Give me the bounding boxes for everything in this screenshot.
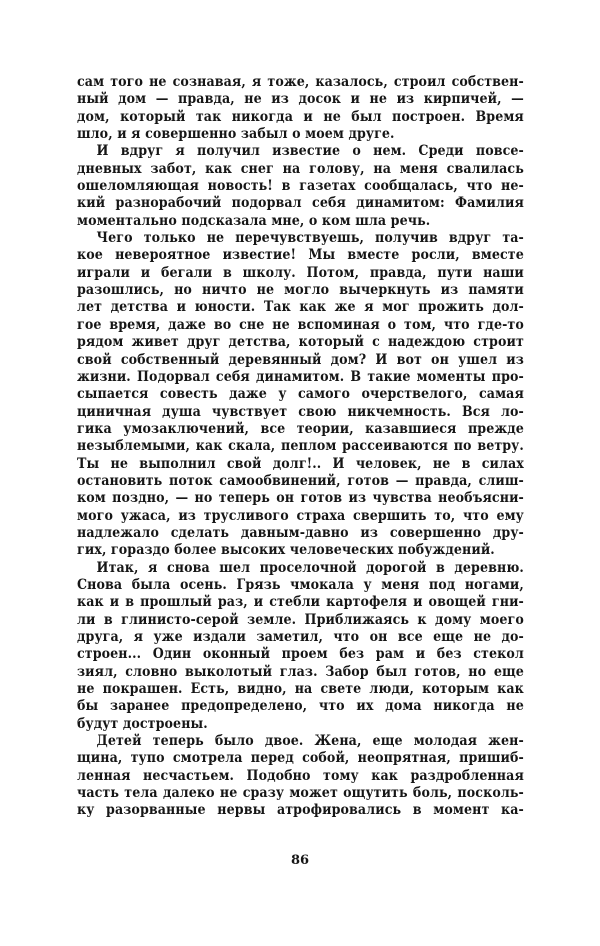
text-line: Чего только не перечувствуешь, получив вдруг та- — [96, 230, 524, 247]
text-line: шло, и я совершенно забыл о моем друге. — [77, 126, 395, 143]
text-line: Ты не выполнил свой долг!.. И человек, не в силах — [77, 455, 524, 472]
text-line: как и в прошлый раз, и стебли картофеля и овощей гни- — [77, 594, 524, 611]
text-line: строен... Один оконный проем без рам и без стекол — [77, 646, 524, 663]
text-line: ошеломляющая новость! в газетах сообщалась, что не- — [77, 178, 524, 195]
text-line: разошлись, но ничто не могло вычеркнуть из памяти — [77, 282, 524, 299]
text-line: моментально подсказала мне, о ком шла речь. — [77, 212, 431, 229]
text-line: играли и бегали в школу. Потом, правда, пути наши — [77, 264, 524, 281]
text-line: надлежало сделать давным-давно из совершенно дру- — [77, 524, 524, 541]
text-line: Детей теперь было двое. Жена, еще молодая жен- — [96, 733, 524, 750]
text-line: свой собственный деревянный дом? И вот он ушел из — [77, 351, 524, 368]
text-line: Снова была осень. Грязь чмокала у меня под ногами, — [77, 576, 524, 593]
text-line: ли в глинисто-серой земле. Приближаясь к дому моего — [77, 611, 524, 628]
paragraph-4 — [77, 560, 524, 733]
paragraph-1 — [77, 74, 524, 143]
text-line: И вдруг я получил известие о нем. Среди повсе- — [96, 143, 524, 160]
text-line: ленная несчастьем. Подобно тому как раздробленная — [77, 767, 524, 784]
text-line: циничная душа чувствует свою никчемность. Вся ло- — [77, 403, 524, 420]
text-line: Итак, я снова шел проселочной дорогой в деревню. — [96, 559, 524, 576]
text-line: щина, тупо смотрела перед собой, неопрятная, пришиб- — [77, 750, 524, 767]
text-line: сам того не сознавая, я тоже, казалось, строил собствен- — [77, 74, 524, 90]
text-line: рядом живет друг детства, который с надеждою строит — [77, 334, 524, 351]
text-line: жизни. Подорвал себя динамитом. В такие моменты про- — [77, 368, 524, 385]
text-line: будут достроены. — [77, 715, 208, 732]
text-line: гих, гораздо более высоких человеческих побуждений. — [77, 542, 495, 559]
paragraph-5 — [77, 733, 524, 820]
text-line: гика умозаключений, все теории, казавшиеся прежде — [77, 420, 524, 437]
text-line: кий разнорабочий подорвал себя динамитом: Фамилия — [77, 195, 524, 212]
text-line: не покрашен. Есть, видно, на свете люди, которым как — [77, 681, 524, 698]
text-line: мого ужаса, из трусливого страха свершить то, что ему — [77, 507, 524, 524]
text-line: ком поздно, — но теперь он готов из чувства необъясни- — [77, 490, 524, 507]
page-text — [77, 74, 524, 820]
text-line: дневных забот, как снег на голову, на меня свалилась — [77, 160, 524, 177]
text-line: гое время, даже во сне не вспоминая о том, что где-то — [77, 316, 524, 333]
page-number: 86 — [290, 853, 310, 868]
text-line: часть тела далеко не сразу может ощутить боль, посколь- — [77, 785, 524, 802]
text-line: кое невероятное известие! Мы вместе росли, вместе — [77, 247, 524, 264]
text-line: сыпается совесть даже у самого очерствелого, самая — [77, 386, 524, 403]
text-line: друга, я уже издали заметил, что он все еще не до- — [77, 629, 524, 645]
paragraph-3 — [77, 230, 524, 560]
text-line: дом, который так никогда и не был построен. Время — [77, 108, 524, 125]
text-line: незыблемыми, как скала, пеплом рассеиваются по ветру. — [77, 438, 524, 455]
text-line: лет детства и юности. Так как же я мог прожить дол- — [77, 299, 524, 316]
text-line: остановить поток самообвинений, готов — правда, слиш- — [77, 472, 524, 489]
paragraph-2 — [77, 143, 524, 230]
text-line: зиял, словно выколотый глаз. Забор был готов, но еще — [77, 663, 524, 680]
text-line: бы заранее предопределено, что их дома никогда не — [77, 698, 524, 715]
text-line: ку разорванные нервы атрофировались в момент ка- — [77, 802, 524, 819]
text-line: ный дом — правда, не из досок и не из кирпичей, — — [77, 91, 524, 108]
